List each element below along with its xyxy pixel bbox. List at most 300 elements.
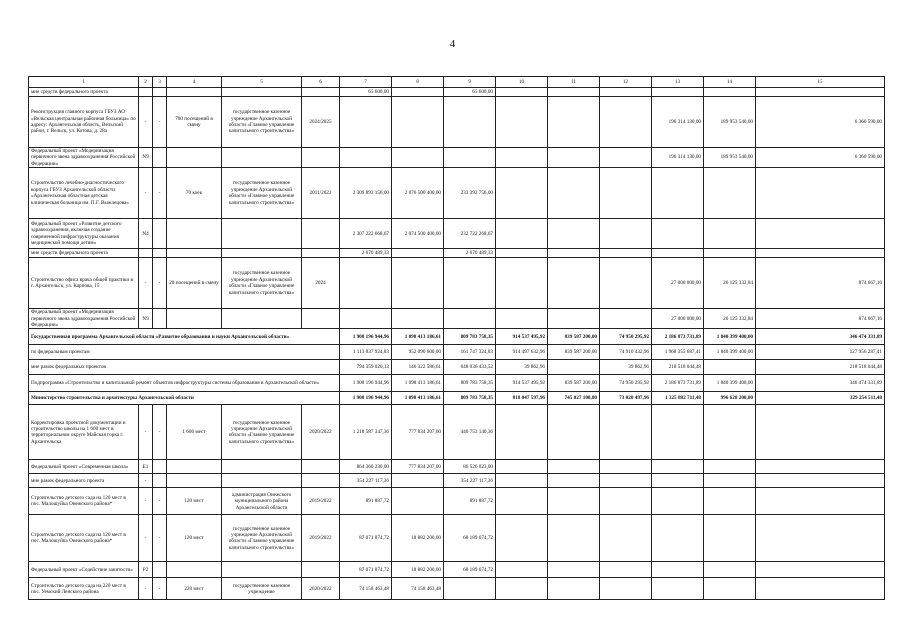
table-cell: Строительство офиса врача общей практики в г. Архангельск, ул. Карпова, 15 <box>29 258 139 309</box>
table-cell: Министерство строительства и архитектуры Архангельской области <box>29 392 340 405</box>
table-cell: - <box>153 405 167 460</box>
table-cell <box>548 578 600 600</box>
table-cell: мне рамок федерального проекта <box>29 474 139 488</box>
table-cell: 1 600 мест <box>167 405 222 460</box>
table-cell: 11 <box>548 77 600 88</box>
table-cell <box>704 578 756 600</box>
table-cell <box>222 562 302 578</box>
table-cell <box>153 474 167 488</box>
table-cell: 874 667,16 <box>756 258 885 309</box>
table-cell <box>548 249 600 258</box>
table-cell: 14 <box>704 77 756 88</box>
table-cell <box>222 148 302 168</box>
summary-row <box>29 345 885 360</box>
table-cell <box>704 249 756 258</box>
table-cell <box>222 88 302 97</box>
table-cell: Государственная программа Архангельской области «Развитие образования и науки Архангельской области» <box>29 329 340 345</box>
table-cell <box>496 474 548 488</box>
header-row <box>29 77 885 88</box>
table-cell: 839 587 200,00 <box>548 329 600 345</box>
table-cell <box>444 97 496 148</box>
table-cell: 196 314 130,00 <box>652 97 704 148</box>
table-cell: 196 314 130,00 <box>652 148 704 168</box>
table-cell <box>756 249 885 258</box>
table-cell: 2011/2022 <box>302 168 340 219</box>
table-cell: 18 882 200,00 <box>392 515 444 562</box>
table-cell <box>652 249 704 258</box>
table-cell <box>340 97 392 148</box>
table-cell: 189 953 540,00 <box>704 97 756 148</box>
table-cell <box>548 488 600 515</box>
table-cell: 745 027 100,00 <box>548 392 600 405</box>
table-cell <box>652 578 704 600</box>
table-cell <box>496 309 548 329</box>
table-cell <box>756 515 885 562</box>
table-cell <box>167 219 222 249</box>
table-cell: 20 посещений в смену <box>167 258 222 309</box>
table-row <box>29 405 885 460</box>
table-cell: по федеральным проектам <box>29 345 340 360</box>
table-row <box>29 309 885 329</box>
table-cell: 1 840 399 400,00 <box>704 345 756 360</box>
table-cell: 914 537 495,92 <box>496 375 548 392</box>
table-cell: 218 518 044,48 <box>652 360 704 375</box>
table-cell <box>302 88 340 97</box>
table-cell <box>153 148 167 168</box>
table-cell: E1 <box>139 460 153 474</box>
table-cell <box>302 474 340 488</box>
table-cell: 26 125 332,84 <box>704 258 756 309</box>
table-cell: Реконструкция главного корпуса ГБУЗ АО «Вельская центральная районная больница» по адресу: Архангельская область, Вельский район, г. Вельск, ул. Котова, д. 28а <box>29 97 139 148</box>
table-cell <box>652 460 704 474</box>
table-cell: Подпрограмма «Строительство и капитальный ремонт объектов инфраструктуры системы образования в Архангельской области» <box>29 375 340 392</box>
table-cell: 777 834 207,00 <box>392 405 444 460</box>
table-cell: 1 908 196 944,96 <box>340 375 392 392</box>
table-cell <box>600 88 652 97</box>
table-cell: 2019/2022 <box>302 515 340 562</box>
table-cell <box>548 258 600 309</box>
table-cell: 74 950 295,92 <box>600 329 652 345</box>
table-cell: 13 <box>652 77 704 88</box>
table-cell <box>496 488 548 515</box>
table-cell: 74 158 463,48 <box>392 578 444 600</box>
table-cell: - <box>139 405 153 460</box>
table-cell <box>600 97 652 148</box>
table-cell: 15 <box>756 77 885 88</box>
table-cell: - <box>153 488 167 515</box>
table-cell: государственное казенное учреждение Архангельской области «Главное управление капитального строительства» <box>222 515 302 562</box>
table-cell: 996 628 200,00 <box>704 392 756 405</box>
table-row <box>29 578 885 600</box>
table-cell <box>392 97 444 148</box>
table-cell <box>222 249 302 258</box>
table-cell <box>139 88 153 97</box>
table-cell: 1 098 413 186,61 <box>392 375 444 392</box>
table-cell: 232 722 268,67 <box>444 219 496 249</box>
table-cell: 6 <box>302 77 340 88</box>
table-cell: 74 950 295,92 <box>600 375 652 392</box>
table-cell: Федеральный проект «Модернизация первичного звена здравоохранения Российской Федерации» <box>29 309 139 329</box>
table-cell <box>496 562 548 578</box>
table-cell: 233 392 756,00 <box>444 168 496 219</box>
table-cell <box>548 219 600 249</box>
table-cell <box>340 258 392 309</box>
table-cell <box>704 405 756 460</box>
table-cell: 1 <box>29 77 139 88</box>
table-cell: государственное казенное учреждение Архангельской области «Главное управление капитального строительства» <box>222 97 302 148</box>
table-cell: Строительство детского сада на 120 мест в пос. Малошуйка Онежского района* <box>29 515 139 562</box>
table-cell: - <box>153 168 167 219</box>
table-cell: 9 <box>444 77 496 88</box>
table-cell: 2 670 489,33 <box>340 249 392 258</box>
table-cell: - <box>139 578 153 600</box>
table-cell <box>392 88 444 97</box>
table-cell <box>302 460 340 474</box>
table-cell: 70 коек <box>167 168 222 219</box>
table-cell: 777 834 207,00 <box>392 460 444 474</box>
table-cell <box>496 460 548 474</box>
table-cell <box>652 515 704 562</box>
table-cell: 12 <box>600 77 652 88</box>
table-cell <box>704 88 756 97</box>
table-cell <box>548 309 600 329</box>
table-cell: N9 <box>139 309 153 329</box>
table-row <box>29 258 885 309</box>
table-cell: 2 309 893 156,00 <box>340 168 392 219</box>
table-cell <box>756 219 885 249</box>
table-cell: 18 882 200,00 <box>392 562 444 578</box>
table-cell: 794 359 020,13 <box>340 360 392 375</box>
table-cell: 73 020 497,96 <box>600 392 652 405</box>
table-cell: 161 747 324,83 <box>444 345 496 360</box>
table-cell: - <box>139 488 153 515</box>
table-cell <box>652 474 704 488</box>
table-cell: 218 518 044,48 <box>756 360 885 375</box>
table-cell: - <box>153 258 167 309</box>
table-cell <box>600 258 652 309</box>
table-cell <box>600 249 652 258</box>
table-cell <box>392 148 444 168</box>
table-cell: 891 887,72 <box>444 488 496 515</box>
table-cell: 809 783 758,35 <box>444 329 496 345</box>
table-cell <box>340 309 392 329</box>
table-cell: - <box>139 97 153 148</box>
table-cell <box>392 488 444 515</box>
table-cell <box>600 309 652 329</box>
table-cell: мне рамок федеральных проектов <box>29 360 340 375</box>
table-cell: 1 098 413 186,61 <box>392 329 444 345</box>
table-cell <box>167 88 222 97</box>
table-cell: 354 227 117,36 <box>444 474 496 488</box>
table-cell: 2 076 500 400,00 <box>392 168 444 219</box>
table-cell <box>444 258 496 309</box>
table-cell: - <box>139 515 153 562</box>
table-cell <box>652 219 704 249</box>
summary-row <box>29 360 885 375</box>
table-cell: 68 189 674,72 <box>444 515 496 562</box>
table-cell: 26 125 332,84 <box>704 309 756 329</box>
table-cell <box>600 488 652 515</box>
table-cell: 2 186 873 731,89 <box>652 329 704 345</box>
table-cell <box>548 562 600 578</box>
table-cell: мне средств федерального проекта <box>29 88 139 97</box>
table-cell: 818 047 597,96 <box>496 392 548 405</box>
table-cell <box>704 460 756 474</box>
table-cell: государственное казенное учреждение Архангельской области «Главное управление капитального строительства» <box>222 168 302 219</box>
table-cell: 440 753 140,36 <box>444 405 496 460</box>
table-cell: 2020/2022 <box>302 578 340 600</box>
table-cell <box>756 562 885 578</box>
summary-row <box>29 375 885 392</box>
table-cell: N9 <box>139 148 153 168</box>
table-cell <box>302 562 340 578</box>
table-cell: 65 600,00 <box>340 88 392 97</box>
table-cell <box>167 309 222 329</box>
table-cell: 1 113 837 924,83 <box>340 345 392 360</box>
table-cell: государственное казенное учреждение <box>222 578 302 600</box>
table-cell <box>548 88 600 97</box>
table-cell <box>756 88 885 97</box>
table-cell <box>139 249 153 258</box>
table-cell <box>222 219 302 249</box>
page-number: 4 <box>449 38 456 50</box>
program-row <box>29 329 885 345</box>
table-cell <box>496 578 548 600</box>
table-cell: 87 071 874,72 <box>340 562 392 578</box>
table-cell: 87 071 874,72 <box>340 515 392 562</box>
table-cell <box>496 219 548 249</box>
table-cell: 7 <box>340 77 392 88</box>
table-cell <box>496 258 548 309</box>
table-cell: Федеральный проект «Модернизация первичного звена здравоохранения Российской Федерации» <box>29 148 139 168</box>
table-cell <box>167 474 222 488</box>
table-cell <box>548 460 600 474</box>
table-row <box>29 97 885 148</box>
table-cell <box>222 474 302 488</box>
table-cell <box>392 309 444 329</box>
table-cell <box>548 405 600 460</box>
table-cell: 2020/2022 <box>302 405 340 460</box>
table-cell <box>548 97 600 148</box>
table-cell: 864 360 230,00 <box>340 460 392 474</box>
table-cell <box>652 168 704 219</box>
table-cell <box>392 258 444 309</box>
table-cell: 74 910 432,96 <box>600 345 652 360</box>
table-cell <box>600 148 652 168</box>
table-cell <box>600 219 652 249</box>
table-cell <box>704 219 756 249</box>
table-cell <box>302 148 340 168</box>
table-cell <box>496 515 548 562</box>
table-cell <box>496 405 548 460</box>
table-cell: Корректировка проектной документации и строительство школы на 1 600 мест в территориальном округе Майская горка г. Архангельска <box>29 405 139 460</box>
table-cell <box>153 249 167 258</box>
table-cell: - <box>139 474 153 488</box>
table-cell <box>600 562 652 578</box>
table-cell <box>153 88 167 97</box>
table-cell: 329 254 511,48 <box>756 392 885 405</box>
table-cell: администрация Онежского муниципального района Архангельской области <box>222 488 302 515</box>
table-cell <box>704 562 756 578</box>
table-cell <box>652 405 704 460</box>
table-cell <box>600 405 652 460</box>
table-cell: 839 587 200,00 <box>548 375 600 392</box>
table-cell: 2 186 873 731,89 <box>652 375 704 392</box>
table-cell: 120 мест <box>167 515 222 562</box>
table-cell: N4 <box>139 219 153 249</box>
table-cell <box>548 148 600 168</box>
table-cell: 2024 <box>302 258 340 309</box>
table-cell: 27 000 000,00 <box>652 258 704 309</box>
table-row <box>29 88 885 97</box>
table-cell: 700 посещений в смену <box>167 97 222 148</box>
table-cell <box>756 474 885 488</box>
table-cell <box>756 460 885 474</box>
table-cell <box>600 578 652 600</box>
table-cell: 220 мест <box>167 578 222 600</box>
table-cell: 952 090 600,00 <box>392 345 444 360</box>
table-cell: 2 307 222 668,67 <box>340 219 392 249</box>
table-cell: - <box>139 168 153 219</box>
table-cell: 2 074 500 400,00 <box>392 219 444 249</box>
table-cell: государственное казенное учреждение Архангельской области «Главное управление капитального строительства» <box>222 258 302 309</box>
table-cell: 346 474 331,89 <box>756 329 885 345</box>
table-cell: 6 360 590,00 <box>756 148 885 168</box>
table-cell <box>167 249 222 258</box>
table-cell <box>153 309 167 329</box>
table-cell: Строительство детского сада на 120 мест в пос. Малошуйка Онежского района* <box>29 488 139 515</box>
table-row <box>29 488 885 515</box>
table-cell <box>444 148 496 168</box>
table-cell: 354 227 117,36 <box>340 474 392 488</box>
table-cell: 648 036 433,52 <box>444 360 496 375</box>
table-cell: Федеральный проект «Развитие детского здравоохранения, включая создание современной инфраструктуры оказания медицинской помощи детям» <box>29 219 139 249</box>
table-row <box>29 148 885 168</box>
table-cell <box>496 148 548 168</box>
table-cell <box>153 460 167 474</box>
table-cell: Федеральный проект «Содействие занятости» <box>29 562 139 578</box>
table-cell: 2 670 489,33 <box>444 249 496 258</box>
table-cell: 6 360 590,00 <box>756 97 885 148</box>
table-cell <box>704 474 756 488</box>
table-cell <box>496 168 548 219</box>
summary-row <box>29 392 885 405</box>
table-cell <box>444 578 496 600</box>
table-cell: 127 956 287,41 <box>756 345 885 360</box>
table-row <box>29 562 885 578</box>
table-cell: мне средств федерального проекта <box>29 249 139 258</box>
table-cell: 3 <box>153 77 167 88</box>
table-cell: 5 <box>222 77 302 88</box>
table-cell: Строительство лечебно-диагностического корпуса ГБУЗ Архангельской области «Архангельская областная детская клиническая больница им. П.Г. Выжлецова» <box>29 168 139 219</box>
table-cell: Строительство детского сада на 220 мест в пос. Уемский Ленского района <box>29 578 139 600</box>
table-cell: Федеральный проект «Современная школа» <box>29 460 139 474</box>
table-cell: 39 862,96 <box>600 360 652 375</box>
table-cell: 8 <box>392 77 444 88</box>
table-cell <box>756 578 885 600</box>
table-cell <box>153 219 167 249</box>
table-cell: 2024/2025 <box>302 97 340 148</box>
table-cell <box>600 515 652 562</box>
table-row <box>29 515 885 562</box>
table-cell <box>444 309 496 329</box>
table-cell <box>652 562 704 578</box>
table-cell <box>392 474 444 488</box>
table-cell: 10 <box>496 77 548 88</box>
table-cell: - <box>153 515 167 562</box>
table-cell: 4 <box>167 77 222 88</box>
table-cell <box>153 562 167 578</box>
table-cell: - <box>153 97 167 148</box>
table-cell: 809 783 758,35 <box>444 375 496 392</box>
table-cell <box>340 148 392 168</box>
table-cell: 1 908 196 944,96 <box>340 392 392 405</box>
investment-table <box>28 76 885 600</box>
table-cell <box>756 405 885 460</box>
table-cell <box>548 360 600 375</box>
table-cell <box>496 249 548 258</box>
table-row <box>29 168 885 219</box>
table-cell: 914 497 632,96 <box>496 345 548 360</box>
table-cell: 189 953 540,00 <box>704 148 756 168</box>
table-cell <box>704 488 756 515</box>
table-cell <box>496 97 548 148</box>
table-cell: - <box>153 578 167 600</box>
table-cell <box>600 460 652 474</box>
table-cell <box>704 168 756 219</box>
table-cell <box>548 474 600 488</box>
table-cell: 809 783 758,35 <box>444 392 496 405</box>
table-cell <box>167 148 222 168</box>
table-cell <box>600 168 652 219</box>
table-cell <box>652 88 704 97</box>
table-cell <box>167 460 222 474</box>
table-cell: 1 840 399 400,00 <box>704 375 756 392</box>
table-cell: 2 <box>139 77 153 88</box>
table-cell: 1 968 355 687,41 <box>652 345 704 360</box>
table-cell: 65 600,00 <box>444 88 496 97</box>
table-row <box>29 249 885 258</box>
table-cell: 27 000 000,00 <box>652 309 704 329</box>
table-cell: 68 189 674,72 <box>444 562 496 578</box>
table-cell <box>167 562 222 578</box>
table-cell: 74 158 463,48 <box>340 578 392 600</box>
table-cell: 891 887,72 <box>340 488 392 515</box>
table-cell: 2019/2022 <box>302 488 340 515</box>
table-cell <box>302 309 340 329</box>
table-row <box>29 219 885 249</box>
table-cell <box>222 309 302 329</box>
table-cell <box>756 488 885 515</box>
table-cell <box>704 360 756 375</box>
table-cell: 39 862,96 <box>496 360 548 375</box>
table-cell <box>756 168 885 219</box>
table-cell <box>222 460 302 474</box>
table-cell <box>496 88 548 97</box>
table-cell: 1 908 196 944,96 <box>340 329 392 345</box>
table-cell: P2 <box>139 562 153 578</box>
table-cell: - <box>139 258 153 309</box>
table-cell <box>392 249 444 258</box>
table-cell: 1 325 882 711,48 <box>652 392 704 405</box>
table-cell: 120 мест <box>167 488 222 515</box>
table-cell: 1 218 587 347,36 <box>340 405 392 460</box>
table-cell <box>548 515 600 562</box>
table-cell <box>548 168 600 219</box>
table-cell: 839 587 200,00 <box>548 345 600 360</box>
table-cell: 914 537 495,92 <box>496 329 548 345</box>
table-cell <box>600 474 652 488</box>
